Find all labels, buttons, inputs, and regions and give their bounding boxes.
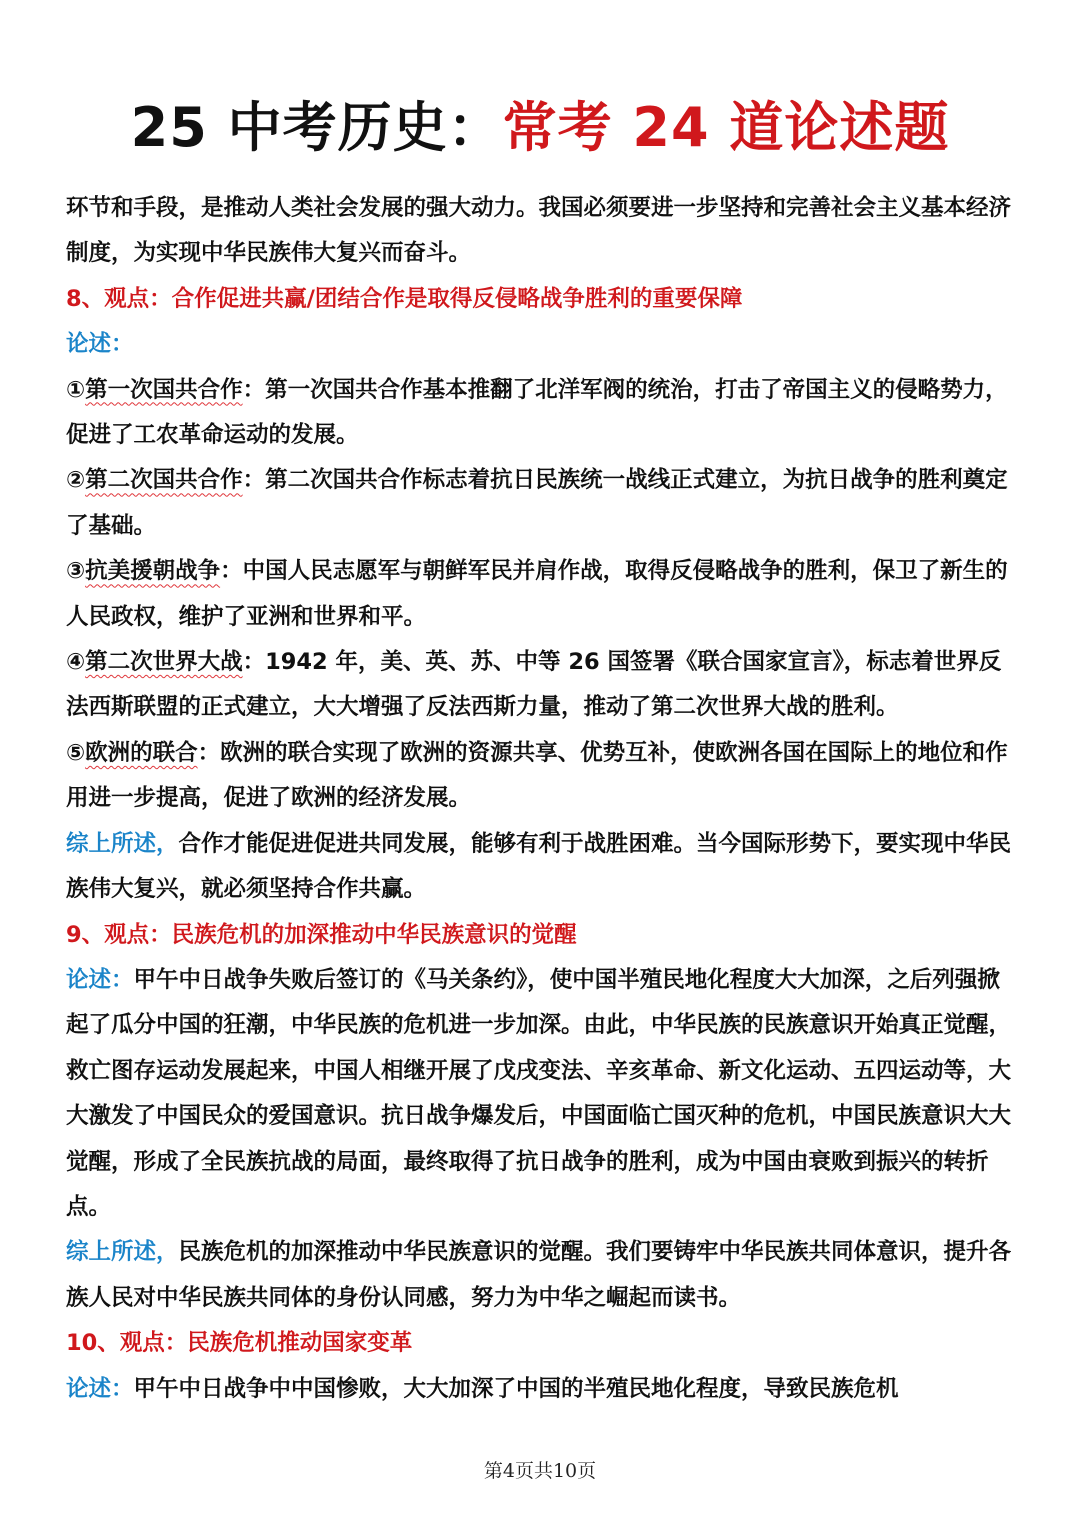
- argument-text: 甲午中日战争失败后签订的《马关条约》，使中国半殖民地化程度大大加深，之后列强掀起了瓜分中国的狂潮，中华民族的危机进一步加深。由此，中华民族的民族意识开始真正觉醒，救亡图存运动发展起来，中国人相继开展了戊戌变法、辛亥革命、新文化运动、五四运动等，大大激发了中国民众的爱国意识。抗日战争爆发后，中国面临亡国灭种的危机，中国民族意识大大觉醒，形成了全民族抗战的局面，最终取得了抗日战争的胜利，成为中国由衰败到振兴的转折点。: [66, 966, 1012, 1220]
- summary-text: 合作才能促进促进共同发展，能够有利于战胜困难。当今国际形势下，要实现中华民族伟大复兴，就必须坚持合作共赢。: [66, 830, 1012, 903]
- point-text: ：欧洲的联合实现了欧洲的资源共享、优势互补，使欧洲各国在国际上的地位和作用进一步提高，促进了欧洲的经济发展。: [66, 739, 1008, 812]
- title-highlight: 常考 24 道论述题: [502, 96, 950, 159]
- point-term: 欧洲的联合: [85, 739, 198, 766]
- section-8-point-5: [66, 731, 1014, 822]
- section-8-point-1: [66, 368, 1014, 459]
- section-8-point-3: [66, 549, 1014, 640]
- point-marker: ③: [66, 558, 86, 585]
- point-term: 第二次国共合作: [85, 467, 243, 494]
- point-marker: ①: [66, 376, 86, 403]
- point-term: 第二次世界大战: [85, 649, 243, 676]
- summary-text: 民族危机的加深推动中华民族意识的觉醒。我们要铸牢中华民族共同体意识，提升各族人民对中华民族共同体的身份认同感，努力为中华之崛起而读书。: [66, 1239, 1012, 1311]
- article-body: [66, 186, 1014, 1412]
- section-10-argument: [66, 1367, 1014, 1412]
- argument-label: 论述：: [66, 1375, 134, 1402]
- argument-text: 甲午中日战争中中国惨败，大大加深了中国的半殖民地化程度，导致民族危机: [133, 1375, 899, 1402]
- point-text: ：第二次国共合作标志着抗日民族统一战线正式建立，为抗日战争的胜利奠定了基础。: [66, 467, 1008, 539]
- section-8-point-4: [66, 640, 1014, 731]
- paragraph-continued: 环节和手段，是推动人类社会发展的强大动力。我国必须要进一步坚持和完善社会主义基本经济制度，为实现中华民族伟大复兴而奋斗。: [66, 195, 1012, 267]
- page-title: [0, 88, 1080, 168]
- section-10-heading: 10、观点：民族危机推动国家变革: [66, 1330, 413, 1357]
- point-marker: ④: [66, 649, 86, 676]
- title-prefix: 25 中考历史：: [130, 96, 503, 159]
- point-text: ：1942 年，美、英、苏、中等 26 国签署《联合国家宣言》，标志着世界反法西斯联盟的正式建立，大大增强了反法西斯力量，推动了第二次世界大战的胜利。: [66, 649, 1002, 721]
- section-9-summary: [66, 1230, 1014, 1321]
- point-marker: ②: [66, 467, 86, 494]
- section-8-argument-label: 论述：: [66, 331, 134, 358]
- section-8-point-2: [66, 458, 1014, 549]
- point-term: 第一次国共合作: [85, 376, 243, 403]
- section-9-heading: 9、观点：民族危机的加深推动中华民族意识的觉醒: [66, 921, 577, 948]
- page-number: 第4页共10页: [483, 1460, 597, 1482]
- point-term: 抗美援朝战争: [85, 558, 221, 585]
- point-text: ：中国人民志愿军与朝鲜军民并肩作战，取得反侵略战争的胜利，保卫了新生的人民政权，维护了亚洲和世界和平。: [66, 558, 1008, 630]
- section-8-heading: 8、观点：合作促进共赢/团结合作是取得反侵略战争胜利的重要保障: [66, 285, 743, 312]
- point-marker: ⑤: [66, 739, 86, 766]
- summary-label: 综上所述，: [66, 1239, 179, 1266]
- point-text: ：第一次国共合作基本推翻了北洋军阀的统治，打击了帝国主义的侵略势力，促进了工农革命运动的发展。: [66, 376, 1008, 449]
- argument-label: 论述：: [66, 966, 134, 993]
- section-8-summary: [66, 822, 1014, 913]
- summary-label: 综上所述，: [66, 830, 179, 857]
- section-9-argument: [66, 958, 1014, 1230]
